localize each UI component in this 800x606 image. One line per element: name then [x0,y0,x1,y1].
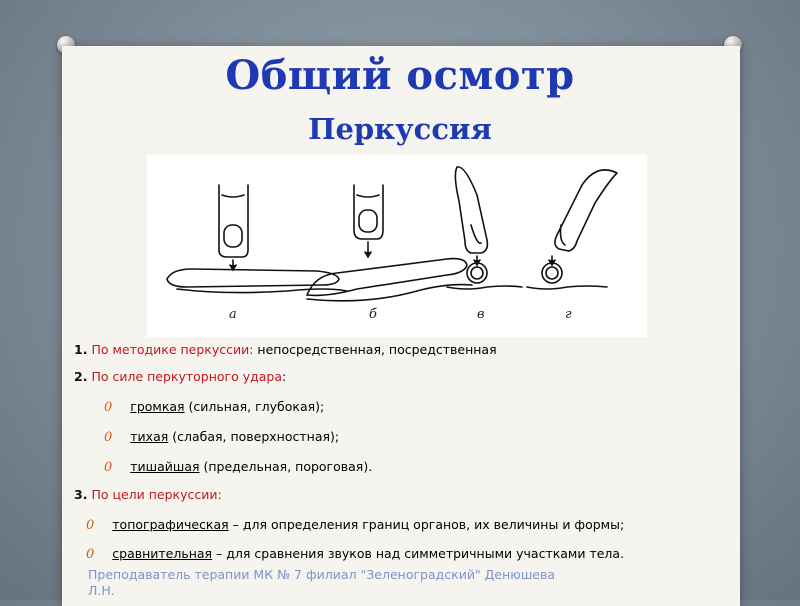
figure-label-d: г [565,307,572,322]
slide-title: Общий осмотр [225,52,575,99]
force-bullet-1 [104,399,324,415]
bullet-desc: (слабая, поверхностная); [168,429,340,444]
bullet-desc: – для сравнения звуков над симметричными участками тела. [212,546,625,561]
bullet-term: сравнительная [112,546,213,561]
item-number: 1. [74,342,88,357]
figure-label-b: б [369,307,377,322]
item-1 [74,342,497,357]
item-heading: По цели перкуссии: [91,487,222,502]
percussion-figure [147,155,647,337]
figure-label-c: в [477,307,485,322]
item-heading: По методике перкуссии: [91,342,254,357]
bullet-term: тишайшая [130,459,200,474]
force-bullet-3 [104,459,372,475]
item-number: 2. [74,369,88,384]
item-2 [74,369,286,384]
bullet-term: громкая [130,399,185,414]
item-text: : [282,369,287,384]
item-text: непосредственная, посредственная [253,342,497,357]
purpose-bullet-1 [86,517,624,533]
bullet-icon: 0 [86,518,95,533]
bullet-term: тихая [130,429,169,444]
figure-label-a: а [229,307,237,322]
bullet-desc: (сильная, глубокая); [184,399,325,414]
bullet-icon: 0 [104,430,113,445]
item-number: 3. [74,487,88,502]
finger-b [354,185,383,239]
item-3 [74,487,222,502]
bullet-desc: (предельная, пороговая). [199,459,373,474]
bullet-desc: – для определения границ органов, их величины и формы; [228,517,625,532]
force-bullet-2 [104,429,339,445]
footer-author: Преподаватель терапии МК № 7 филиал "Зеленоградский" Денюшева [88,567,555,582]
bullet-icon: 0 [104,400,113,415]
bullet-icon: 0 [86,547,95,562]
bullet-icon: 0 [104,460,113,475]
purpose-bullet-2 [86,546,624,562]
finger-d [555,170,617,251]
bullet-term: топографическая [112,517,229,532]
item-heading: По силе перкуторного удара [91,369,283,384]
percussion-illustration [147,155,647,337]
slide-subtitle: Перкуссия [308,112,492,146]
finger-c [455,167,487,253]
footer-author-initials: Л.Н. [88,583,115,598]
